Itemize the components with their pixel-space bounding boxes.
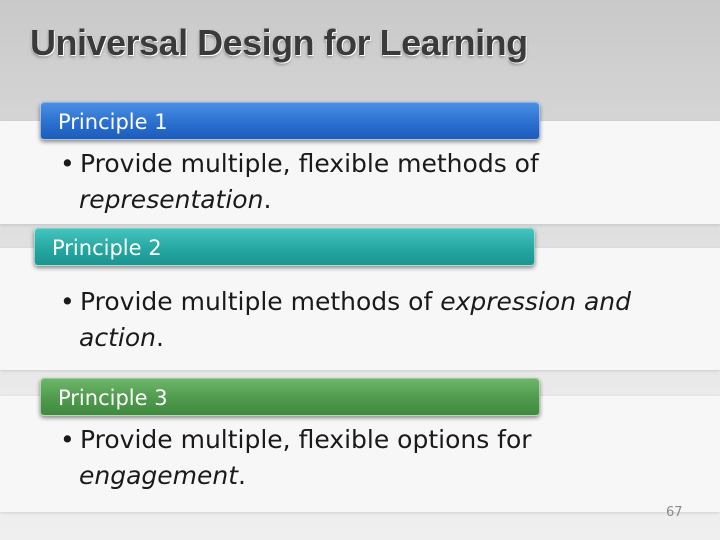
principle-2-emphasis-cont: action (79, 323, 156, 352)
principle-3-bullet: • Provide multiple, flexible options for engagement. (60, 422, 700, 494)
principle-3-emphasis: engagement (79, 461, 239, 490)
principle-1-emphasis: representation (79, 185, 264, 214)
bullet-icon: • (60, 425, 75, 454)
principle-3-text: Provide multiple, flexible options for (80, 425, 532, 454)
principle-2-bullet: • Provide multiple methods of expression and action. (60, 284, 700, 356)
principle-2-header: Principle 2 (34, 228, 535, 266)
principle-1-text: Provide multiple, flexible methods of (80, 149, 539, 178)
bullet-icon: • (60, 149, 75, 178)
principle-2-emphasis: expression and (440, 287, 632, 316)
principle-3-header: Principle 3 (40, 378, 540, 416)
slide-title: Universal Design for Learning (30, 22, 528, 63)
principle-2-text: Provide multiple methods of (80, 287, 433, 316)
principle-1-bullet: • Provide multiple, flexible methods of representation. (60, 146, 700, 218)
page-number: 67 (666, 505, 683, 520)
principle-1-header: Principle 1 (40, 102, 540, 140)
bullet-icon: • (60, 287, 75, 316)
